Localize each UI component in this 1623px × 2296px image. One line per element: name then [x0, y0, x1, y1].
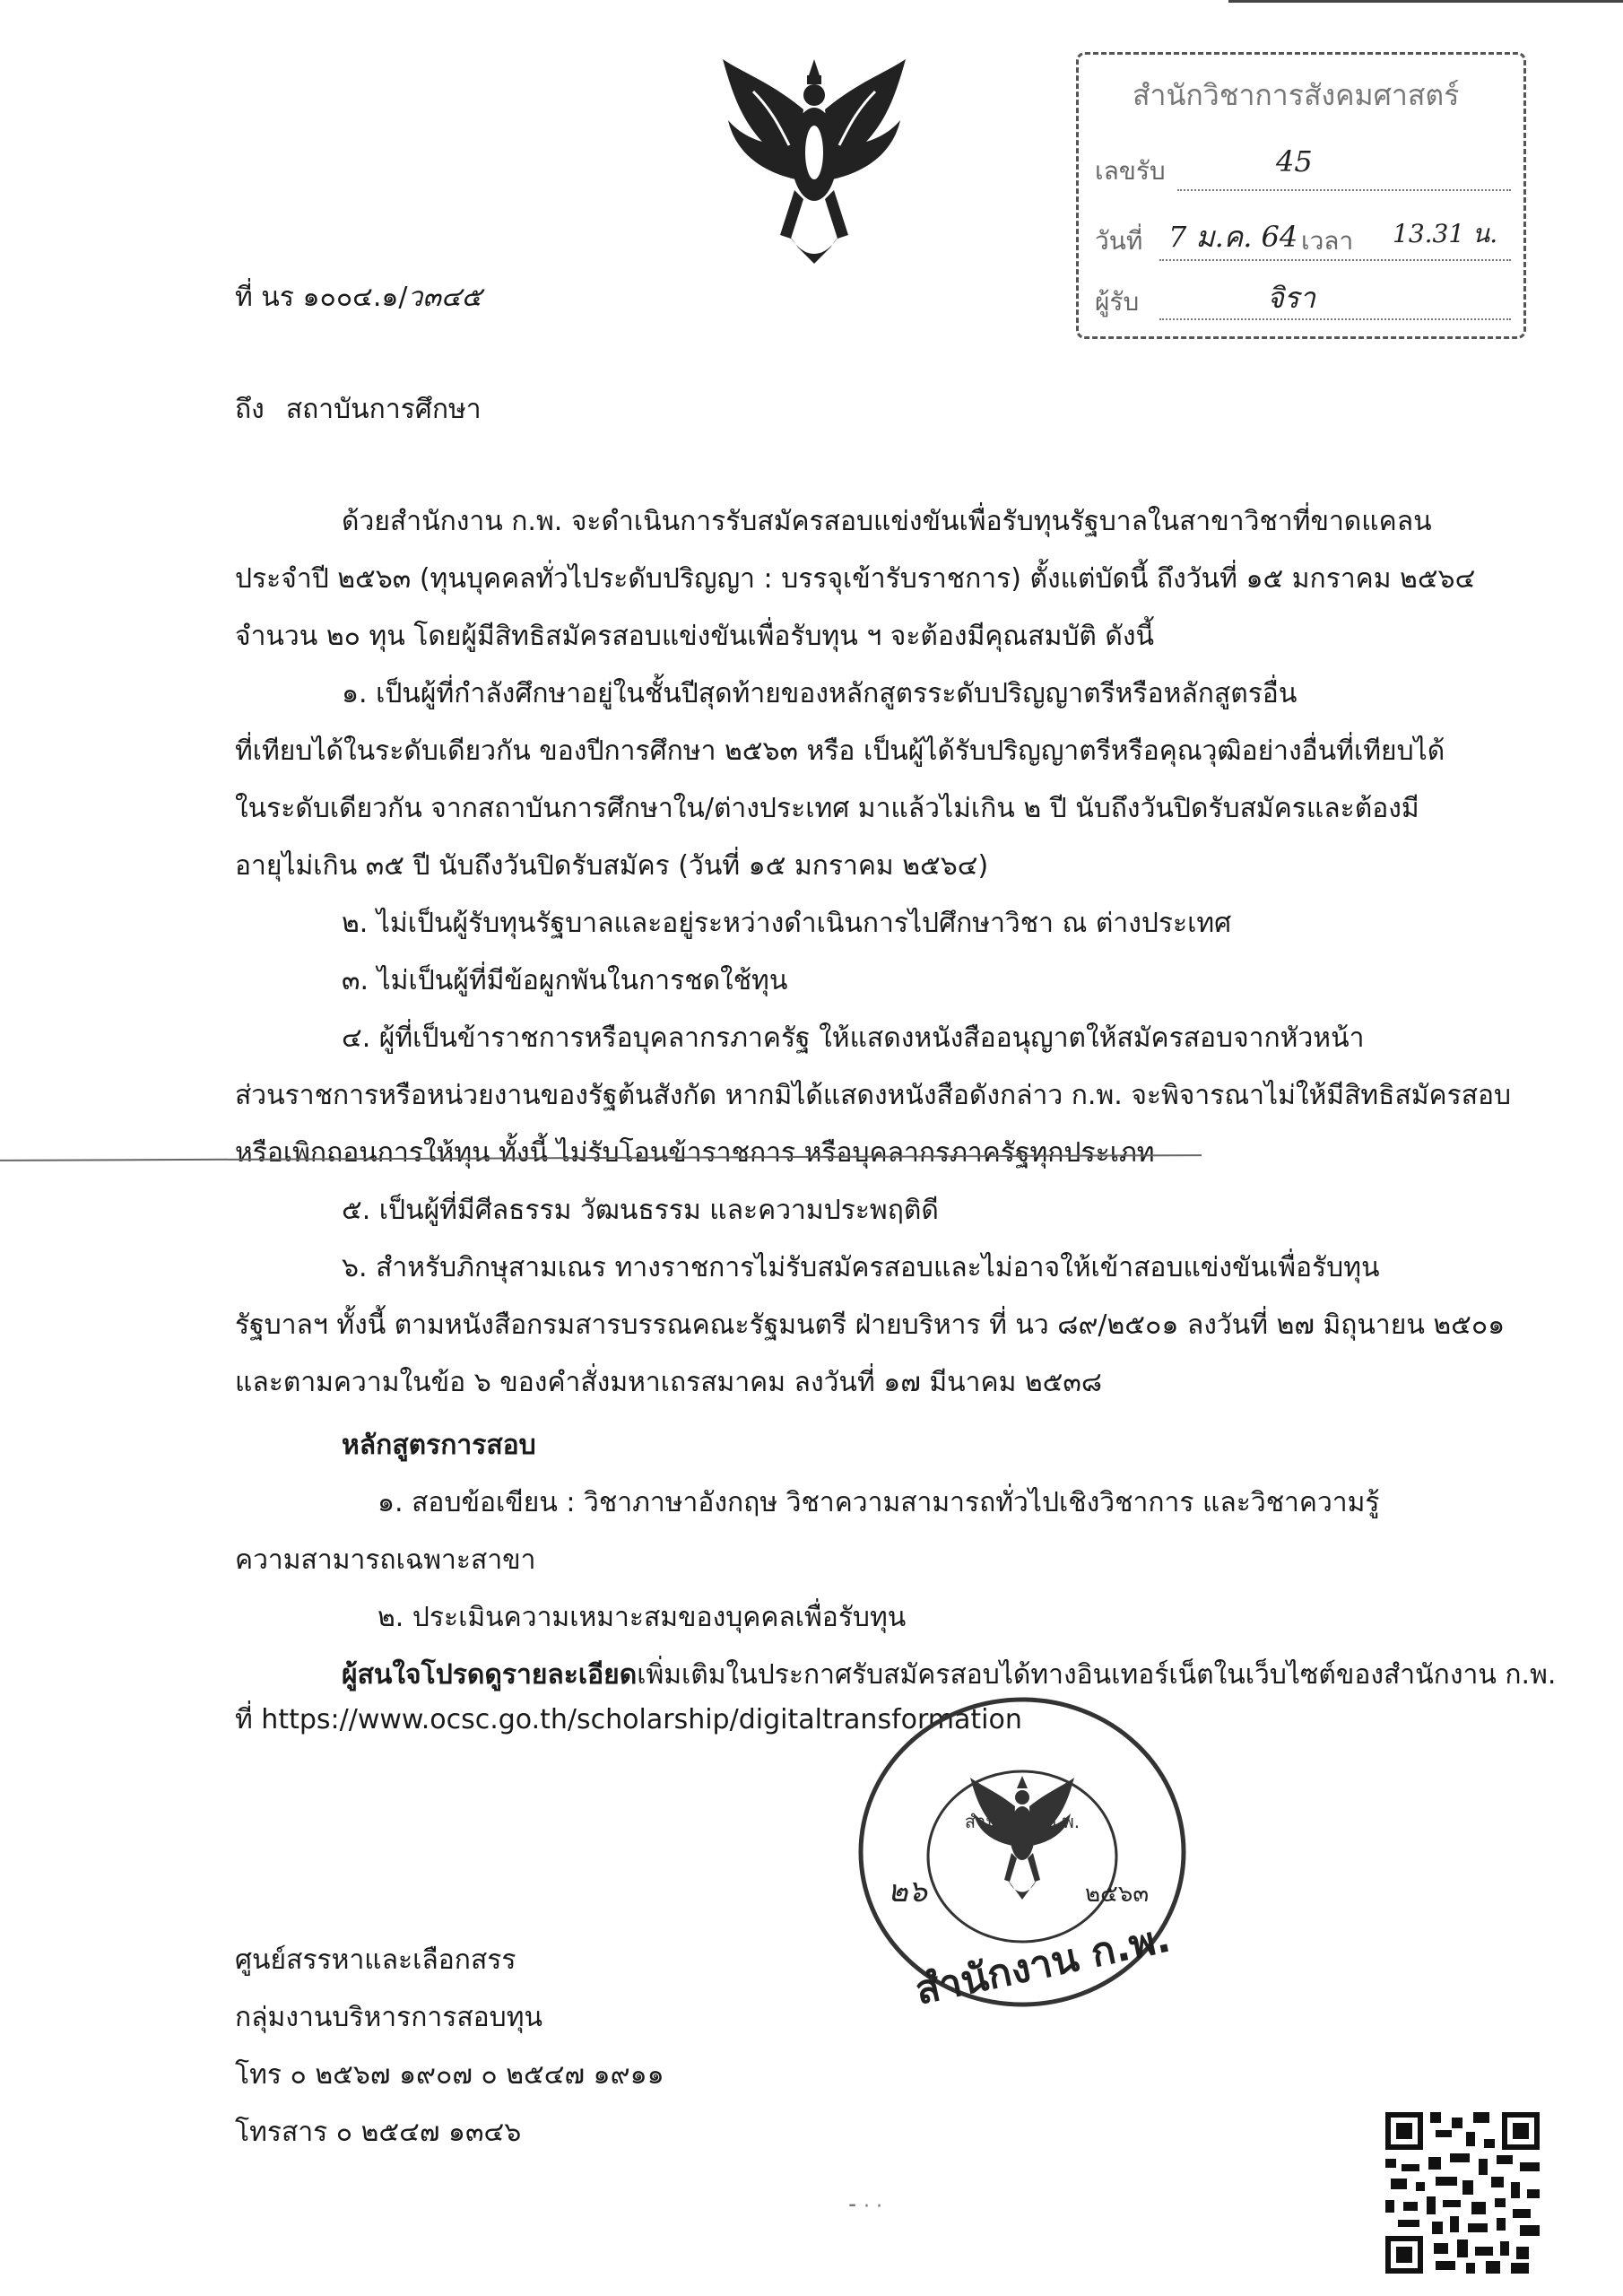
- stamp-dots: [1159, 318, 1511, 320]
- url-line: ที่ https://www.ocsc.go.th/scholarship/digitaltransformation: [235, 1704, 1022, 1735]
- recipient-name: สถาบันการศึกษา: [285, 394, 482, 425]
- item1-line-1: ๑. เป็นผู้ที่กำลังศึกษาอยู่ในชั้นปีสุดท้ายของหลักสูตรระดับปริญญาตรีหรือหลักสูตรอื่น: [342, 678, 1298, 709]
- intro-line-1: ด้วยสำนักงาน ก.พ. จะดำเนินการรับสมัครสอบแข่งขันเพื่อรับทุนรัฐบาลในสาขาวิชาที่ขาดแคลน: [342, 506, 1432, 537]
- item6-line-1: ๖. สำหรับภิกษุสามเณร ทางราชการไม่รับสมัครสอบและไม่อาจให้เข้าสอบแข่งขันเพื่อรับทุน: [342, 1252, 1380, 1283]
- stamp-time-label: เวลา: [1301, 226, 1354, 256]
- footer-fax: โทรสาร ๐ ๒๕๔๗ ๑๓๔๖: [235, 2117, 522, 2148]
- qr-code-icon[interactable]: [1385, 2112, 1540, 2274]
- item1-line-3: ในระดับเดียวกัน จากสถาบันการศึกษาใน/ต่างประเทศ มาแล้วไม่เกิน ๒ ปี นับถึงวันปิดรับสมัครและต้องมี: [235, 793, 1419, 824]
- recipient-label: ถึง: [235, 394, 265, 425]
- stamp-date: 7 ม.ค. 64: [1168, 220, 1298, 254]
- footer-group: กลุ่มงานบริหารการสอบทุน: [235, 2002, 542, 2033]
- curriculum1-line-2: ความสามารถเฉพาะสาขา: [235, 1544, 536, 1576]
- item1-line-4: อายุไม่เกิน ๓๕ ปี นับถึงวันปิดรับสมัคร (วันที่ ๑๕ มกราคม ๒๕๖๔): [235, 850, 989, 882]
- seal-right-number: ๒๕๖๓: [1085, 1881, 1150, 1908]
- document-number-handwritten: ว๓๔๕: [407, 282, 482, 313]
- curriculum-heading: หลักสูตรการสอบ: [342, 1430, 536, 1461]
- item6-line-2: รัฐบาลฯ ทั้งนี้ ตามหนังสือกรมสารบรรณคณะรัฐมนตรี ฝ่ายบริหาร ที่ นว ๘๙/๒๕๐๑ ลงวันที่ ๒๗ มิถุนายน ๒๕๐๑: [235, 1309, 1506, 1341]
- curriculum2: ๒. ประเมินความเหมาะสมของบุคคลเพื่อรับทุน: [378, 1602, 907, 1633]
- item5: ๕. เป็นผู้ที่มีศีลธรรม วัฒนธรรม และความประพฤติดี: [342, 1195, 939, 1226]
- item1-line-2: ที่เทียบได้ในระดับเดียวกัน ของปีการศึกษา ๒๕๖๓ หรือ เป็นผู้ได้รับปริญญาตรีหรือคุณวุฒิอย่างอื่นที่เทียบได้: [235, 735, 1445, 767]
- recipient: [235, 392, 482, 428]
- stamp-received-no: 45: [1276, 144, 1313, 178]
- item6-line-3: และตามความในข้อ ๖ ของคำสั่งมหาเถรสมาคม ลงวันที่ ๑๗ มีนาคม ๒๕๓๘: [235, 1367, 1103, 1398]
- item2: ๒. ไม่เป็นผู้รับทุนรัฐบาลและอยู่ระหว่างดำเนินการไปศึกษาวิชา ณ ต่างประเทศ: [342, 908, 1232, 939]
- item3: ๓. ไม่เป็นผู้ที่มีข้อผูกพันในการชดใช้ทุน: [342, 965, 788, 996]
- interest-bold: ผู้สนใจโปรดดูรายละเอียด: [342, 1659, 638, 1691]
- stamp-received-no-label: เลขรับ: [1095, 156, 1166, 186]
- bottom-marks: ⁃ · ·: [847, 2196, 882, 2218]
- item4-line-2: ส่วนราชการหรือหน่วยงานของรัฐต้นสังกัด หากมิได้แสดงหนังสือดังกล่าว ก.พ. จะพิจารณาไม่ให้มีสิทธิสมัครสอบ: [235, 1080, 1512, 1111]
- stamp-date-label: วันที่: [1095, 226, 1143, 256]
- seal-left-number: ๒๖: [888, 1874, 927, 1909]
- intro-line-2: ประจำปี ๒๕๖๓ (ทุนบุคคลทั่วไประดับปริญญา : บรรจุเข้ารับราชการ) ตั้งแต่บัดนี้ ถึงวันที่ ๑๕ มกราคม ๒๕๖๔: [235, 563, 1476, 595]
- top-rule: [1228, 0, 1623, 3]
- stamp-office: สำนักวิชาการสังคมศาสตร์: [1133, 78, 1460, 112]
- footer-unit: ศูนย์สรรหาและเลือกสรร: [235, 1944, 516, 1976]
- item4-line-1: ๔. ผู้ที่เป็นข้าราชการหรือบุคลากรภาครัฐ ให้แสดงหนังสืออนุญาตให้สมัครสอบจากหัวหน้า: [342, 1022, 1365, 1054]
- footer-phone: โทร ๐ ๒๕๖๗ ๑๙๐๗ ๐ ๒๕๔๗ ๑๙๑๑: [235, 2059, 664, 2091]
- stamp-time: 13.31 น.: [1393, 219, 1498, 248]
- stamp-receiver: จิรา: [1267, 281, 1315, 315]
- document-number-prefix: ที่ นร ๑๐๐๔.๑/: [235, 282, 408, 313]
- item4-line-3: หรือเพิกถอนการให้ทุน ทั้งนี้ ไม่รับโอนข้าราชการ หรือบุคลากรภาครัฐทุกประเภท: [235, 1137, 1155, 1169]
- office-seal-icon: [843, 1686, 1197, 2027]
- curriculum1-line-1: ๑. สอบข้อเขียน : วิชาภาษาอังกฤษ วิชาความสามารถทั่วไปเชิงวิชาการ และวิชาความรู้: [378, 1487, 1380, 1518]
- stamp-dots: [1177, 189, 1511, 191]
- stamp-receiver-label: ผู้รับ: [1095, 287, 1140, 317]
- seal-text: สำนักงาน ก.พ.: [911, 1915, 1175, 2014]
- garuda-emblem-icon: [717, 56, 911, 265]
- interest-rest: เพิ่มเติมในประกาศรับสมัครสอบได้ทางอินเทอร์เน็ตในเว็บไซต์ของสำนักงาน ก.พ.: [637, 1659, 1557, 1691]
- received-stamp: [1076, 52, 1526, 339]
- document-number: [235, 280, 482, 316]
- svg-text:สำนักงาน ก.พ.: [911, 1916, 1174, 2014]
- seal-inner-text: สำนักงาน ก.พ.: [964, 1811, 1081, 1832]
- intro-line-3: จำนวน ๒๐ ทุน โดยผู้มีสิทธิสมัครสอบแข่งขันเพื่อรับทุน ฯ จะต้องมีคุณสมบัติ ดังนี้: [235, 621, 1155, 652]
